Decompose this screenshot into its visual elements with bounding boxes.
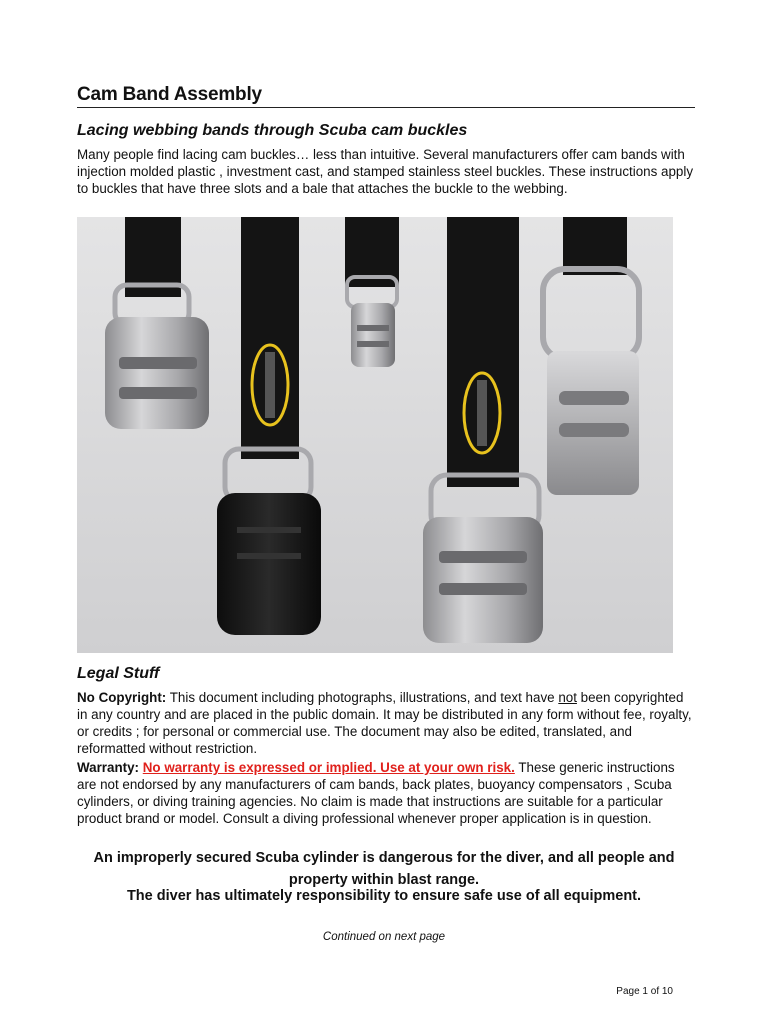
safety-callout-2: The diver has ultimately responsibility to ensure safe use of all equipment. (126, 888, 642, 904)
copyright-text-2: been copyrighted in any country and are placed in the public domain. It may be distributed in any form without fee, royalty, or credits ; for personal or commercial use. The document may also be edited, translated, and reformatted without restriction. (77, 690, 692, 756)
warranty-paragraph (77, 759, 697, 827)
copyright-text-1: This document including photographs, illustrations, and text have (166, 690, 559, 705)
page-number: Page 1 of 10 (616, 986, 673, 997)
copyright-paragraph (77, 689, 697, 757)
copyright-not: not (558, 690, 577, 705)
safety-callout-1: An improperly secured Scuba cylinder is dangerous for the diver, and all people and property within blast range. (93, 850, 675, 888)
warranty-text: These generic instructions are not endorsed by any manufacturers of cam bands, back plates, buoyancy compensators , Scuba cylinders, or diving training agencies. No claim is made that instructions are suitable for a particular product brand or model. Consult a diving professional whenever proper application is in question. (77, 760, 675, 826)
warranty-label: Warranty: (77, 760, 140, 775)
page-title: Cam Band Assembly (77, 84, 695, 108)
cam-buckles-photo (77, 217, 673, 653)
continued-note: Continued on next page (322, 931, 446, 943)
section-heading-lacing: Lacing webbing bands through Scuba cam buckles (77, 122, 468, 139)
section-heading-legal: Legal Stuff (77, 665, 160, 682)
copyright-label: No Copyright: (77, 690, 167, 705)
warranty-warning: No warranty is expressed or implied. Use at your own risk. (142, 760, 515, 775)
intro-paragraph: Many people find lacing cam buckles… less than intuitive. Several manufacturers offer cam bands with injection molded plastic , investment cast, and stamped stainless steel buckles. These instructions apply to buckles that have three slots and a bale that attaches the buckle to the webbing. (77, 147, 694, 196)
